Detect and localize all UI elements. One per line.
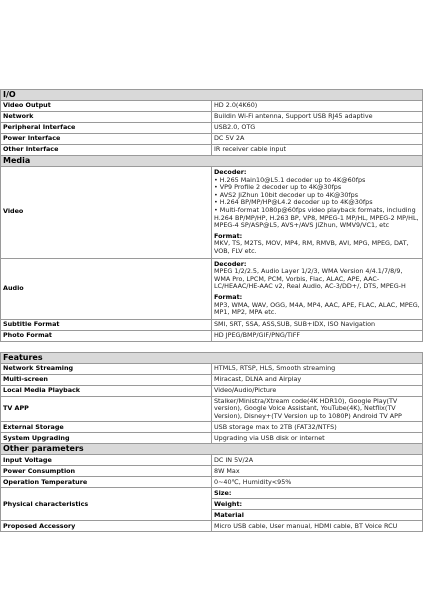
video-format-text: MKV, TS, M2TS, MOV, MP4, RM, RMVB, AVI, MPG, MPEG, DAT, VOB, FLV etc. bbox=[214, 239, 409, 255]
spec-label: Video bbox=[1, 167, 212, 259]
spec-value: Video/Audio/Picture bbox=[212, 385, 423, 396]
section-media bbox=[1, 156, 423, 167]
spec-row bbox=[1, 396, 423, 422]
audio-format-text: MP3, WMA, WAV, OGG, M4A, MP4, AAC, APE, FLAC, ALAC, MPEG, MP1, MP2, MPA etc. bbox=[214, 300, 420, 317]
spec-value: 8W Max bbox=[212, 466, 423, 477]
spec-row bbox=[1, 112, 423, 123]
spec-label: Operation Temperature bbox=[1, 477, 212, 488]
spec-row-audio bbox=[1, 258, 423, 319]
spec-label: Network bbox=[1, 112, 212, 123]
video-format-title: Format: bbox=[214, 231, 243, 240]
section-features bbox=[1, 352, 423, 363]
spec-label: TV APP bbox=[1, 396, 212, 422]
spec-value: HD JPEG/BMP/GIF/PNG/TIFF bbox=[212, 330, 423, 341]
video-decoder-line: • VP9 Profile 2 decoder up to 4K@30fps bbox=[214, 183, 342, 192]
spec-label: System Upgrading bbox=[1, 433, 212, 444]
section-other bbox=[1, 444, 423, 455]
spec-value-video bbox=[212, 167, 423, 259]
spec-value: 0~40℃, Humidity<95% bbox=[212, 477, 423, 488]
spec-value: DC IN 5V/2A bbox=[212, 455, 423, 466]
audio-decoder-title: Decoder: bbox=[214, 259, 247, 268]
spec-label: Power Interface bbox=[1, 134, 212, 145]
spec-value: Micro USB cable, User manual, HDMI cable, BT Voice RCU bbox=[212, 521, 423, 532]
spec-label: Peripheral Interface bbox=[1, 123, 212, 134]
spec-label: Input Voltage bbox=[1, 455, 212, 466]
spec-row bbox=[1, 385, 423, 396]
spec-row bbox=[1, 101, 423, 112]
spec-value: Miracast, DLNA and Airplay bbox=[212, 374, 423, 385]
audio-decoder-text: MPEG 1/2/2.5, Audio Layer 1/2/3, WMA Version 4/4.1/7/8/9, WMA Pro, LPCM, PCM, Vorbis, Flac, ALAC, APE, AAC-LC/HEAAC/HE-AAC v2, Real Audio, AC-3/DD+/, DTS, MPEG-H bbox=[214, 267, 406, 291]
spec-value: USB storage max to 2TB (FAT32/NTFS) bbox=[212, 422, 423, 433]
spec-row bbox=[1, 319, 423, 330]
spec-label: External Storage bbox=[1, 422, 212, 433]
spec-value: DC 5V 2A bbox=[212, 134, 423, 145]
spec-value: HD 2.0(4K60) bbox=[212, 101, 423, 112]
spec-value: Buildin Wi-Fi antenna, Support USB RJ45 adaptive bbox=[212, 112, 423, 123]
spec-row bbox=[1, 433, 423, 444]
spec-value: Upgrading via USB disk or internet bbox=[212, 433, 423, 444]
spec-row bbox=[1, 145, 423, 156]
spec-label: Photo Format bbox=[1, 330, 212, 341]
spec-value: HTML5, RTSP, HLS, Smooth streaming bbox=[212, 363, 423, 374]
video-decoder-line: • AVS2 JiZhun 10bit decoder up to 4K@30fps bbox=[214, 190, 359, 199]
video-decoder-line: • H.265 Main10@L5.1 decoder up to 4K@60fps bbox=[214, 175, 366, 184]
video-decoder-line: • H.264 BP/MP/HP@L4.2 decoder up to 4K@30fps bbox=[214, 198, 373, 207]
spec-label: Audio bbox=[1, 258, 212, 319]
spec-label: Power Consumption bbox=[1, 466, 212, 477]
spec-label: Multi-screen bbox=[1, 374, 212, 385]
spec-label: Network Streaming bbox=[1, 363, 212, 374]
spec-row bbox=[1, 363, 423, 374]
spec-label: Other Interface bbox=[1, 145, 212, 156]
spec-row bbox=[1, 330, 423, 341]
video-decoder-title: Decoder: bbox=[214, 168, 247, 176]
spec-row bbox=[1, 455, 423, 466]
spec-row bbox=[1, 123, 423, 134]
spec-label: Subtitle Format bbox=[1, 319, 212, 330]
spec-label: Video Output bbox=[1, 101, 212, 112]
section-title-media: Media bbox=[1, 156, 423, 167]
table-gap bbox=[0, 342, 424, 352]
section-title-other: Other parameters bbox=[1, 444, 423, 455]
spec-value: Stalker/Ministra/Xtream code(4K HDR10), Google Play(TV version), Google Voice Assistant, YouTube(4K), Netflix(TV Version), Disney+(TV Version up to 1080P) Android TV APP bbox=[212, 396, 423, 422]
spec-sheet bbox=[0, 89, 424, 532]
section-title-features: Features bbox=[1, 352, 423, 363]
spec-row bbox=[1, 422, 423, 433]
spec-label: Proposed Accessory bbox=[1, 521, 212, 532]
spec-value: IR receiver cable input bbox=[212, 145, 423, 156]
spec-table-bottom bbox=[0, 352, 423, 533]
spec-row-video bbox=[1, 167, 423, 259]
spec-label: Local Media Playback bbox=[1, 385, 212, 396]
spec-table-top bbox=[0, 89, 423, 342]
physical-material: Material bbox=[212, 510, 423, 521]
spec-value: SMI, SRT, SSA, ASS,SUB, SUB+IDX, ISO Navigation bbox=[212, 319, 423, 330]
video-decoder-line: • Multi-format 1080p@60fps video playback formats, including H.264 BP/MP/HP, H.263 BP, VP8, MPEG-1 MP/HL, MPEG-2 MP/HL, MPEG-4 SP/ASP@L5, AVS+/AVS JiZhun, WMV9/VC1, etc bbox=[214, 205, 419, 230]
physical-size: Size: bbox=[212, 488, 423, 499]
spec-row-physical-size bbox=[1, 488, 423, 499]
audio-format-title: Format: bbox=[214, 292, 243, 301]
spec-value: USB2.0, OTG bbox=[212, 123, 423, 134]
spec-row bbox=[1, 466, 423, 477]
physical-weight: Weight: bbox=[212, 499, 423, 510]
spec-row bbox=[1, 134, 423, 145]
section-io bbox=[1, 90, 423, 101]
spec-label: Physical characteristics bbox=[1, 488, 212, 521]
spec-row bbox=[1, 521, 423, 532]
section-title-io: I/O bbox=[1, 90, 423, 101]
spec-row bbox=[1, 374, 423, 385]
spec-value-audio bbox=[212, 258, 423, 319]
spec-row bbox=[1, 477, 423, 488]
